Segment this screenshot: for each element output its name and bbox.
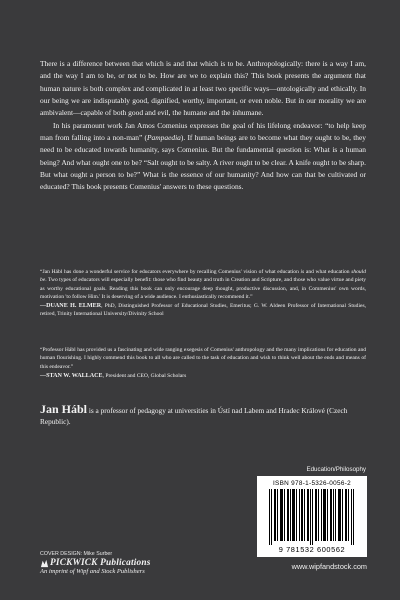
book-blurb [40, 58, 366, 194]
pickwick-logo-icon [40, 559, 49, 568]
quote-italic-should-be: should be [40, 269, 366, 284]
quote-part-c: . Two types of educators will especially benefit: those who find beauty and truth in Creation and Scripture, and those who value virtue and piety as worthy educational goals. Reading this book can only encourage deep thought, productive discussion, and, in Commenius' own words, motivation 'to follow Him.' It is deserving of a wide audience. I enthusiastically recommend it.” [40, 277, 366, 300]
blurb-paragraph-2 [40, 120, 366, 194]
endorsement-attribution [40, 372, 366, 380]
quote-part-a: “Jan Hábl has done a wonderful service for educators everywhere by recalling Comenius' vision of what education [40, 269, 301, 275]
blurb-paragraph-1: There is a difference between that which is and that which is to be. Anthropologically: there is a way I am, and the way I am to be, or not to be. How are we to explain this? This book presents the argument that human nature is both complex and complicated in at least two specific ways—ontologically and ethically. In our being we are indisputably good, dignified, worthy, important, or even noble. But in our morality we are ambivalent—capable of both good and evil, the humane and the inhumane. [40, 59, 366, 118]
endorsement-quote: “Professor Hábl has provided us a fascinating and wide ranging exegesis of Comenius' anthropology and the many implications for education and human flourishing. I highly commend this book to all who are called to the task of education and wish to think well about the ends and means of this endeavor.” [40, 347, 366, 370]
isbn-barcode [257, 476, 367, 557]
barcode-bars [263, 489, 361, 545]
quote-part-b: and what education [304, 269, 352, 275]
endorsement-attribution [40, 302, 366, 319]
isbn-number: ISBN 978-1-5326-0056-2 [272, 480, 351, 487]
endorsement-1 [40, 268, 366, 319]
blurb-title-pampaedia: Pampaedia [147, 133, 181, 143]
cover-design-credit: COVER DESIGN: Mike Surber [40, 551, 113, 557]
endorsement-quote [40, 268, 366, 301]
category-label: Education/Philosophy [306, 466, 366, 473]
publisher-name: PICKWICK Publications [50, 558, 151, 568]
barcode-digits: 9 781532 600562 [278, 545, 346, 554]
quote-italic-is: is [300, 269, 305, 275]
endorser-name: —DUANE H. ELMER [40, 303, 102, 310]
blurb-paragraph-2-end: ). If human beings are to become what they ought to be, they need to be educated towards humanity, says Comenius. But the fundamental question is: What is a human being? And what ought one to be? “Salt ought to be salty. A river ought to be clear. A knife ought to be sharp. But what ought a person to be?” What is the essence of our humanity? And how can that be cultivated or educated? This book presents Comenius' answers to these questions. [40, 133, 366, 192]
author-name: Jan Hábl [40, 402, 88, 416]
author-description: is a professor of pedagogy at universities in Ústí nad Labem and Hradec Králové (Czech Republic). [40, 406, 348, 426]
endorser-credentials: , President and CEO, Global Scholars [102, 372, 187, 379]
publisher-imprint: An imprint of Wipf and Stock Publishers [40, 568, 145, 575]
blurb-paragraph-2-start: In his paramount work Jan Amos Comenius expresses the goal of his lifelong endeavor: “to help keep man from falling into a non-man” ( [40, 120, 366, 143]
publisher-row [40, 558, 151, 568]
publisher-website[interactable]: www.wipfandstock.com [291, 562, 367, 571]
endorser-name: —STAN W. WALLACE [40, 372, 103, 379]
author-bio [40, 404, 366, 427]
endorser-credentials: , PhD, Distinguished Professor of Educational Studies, Emeritus; G. W. Aldeen Professor of International Studies, retired, Trinity International University/Divinity School [40, 303, 366, 318]
endorsement-2 [40, 346, 366, 380]
publisher-block [40, 551, 151, 575]
